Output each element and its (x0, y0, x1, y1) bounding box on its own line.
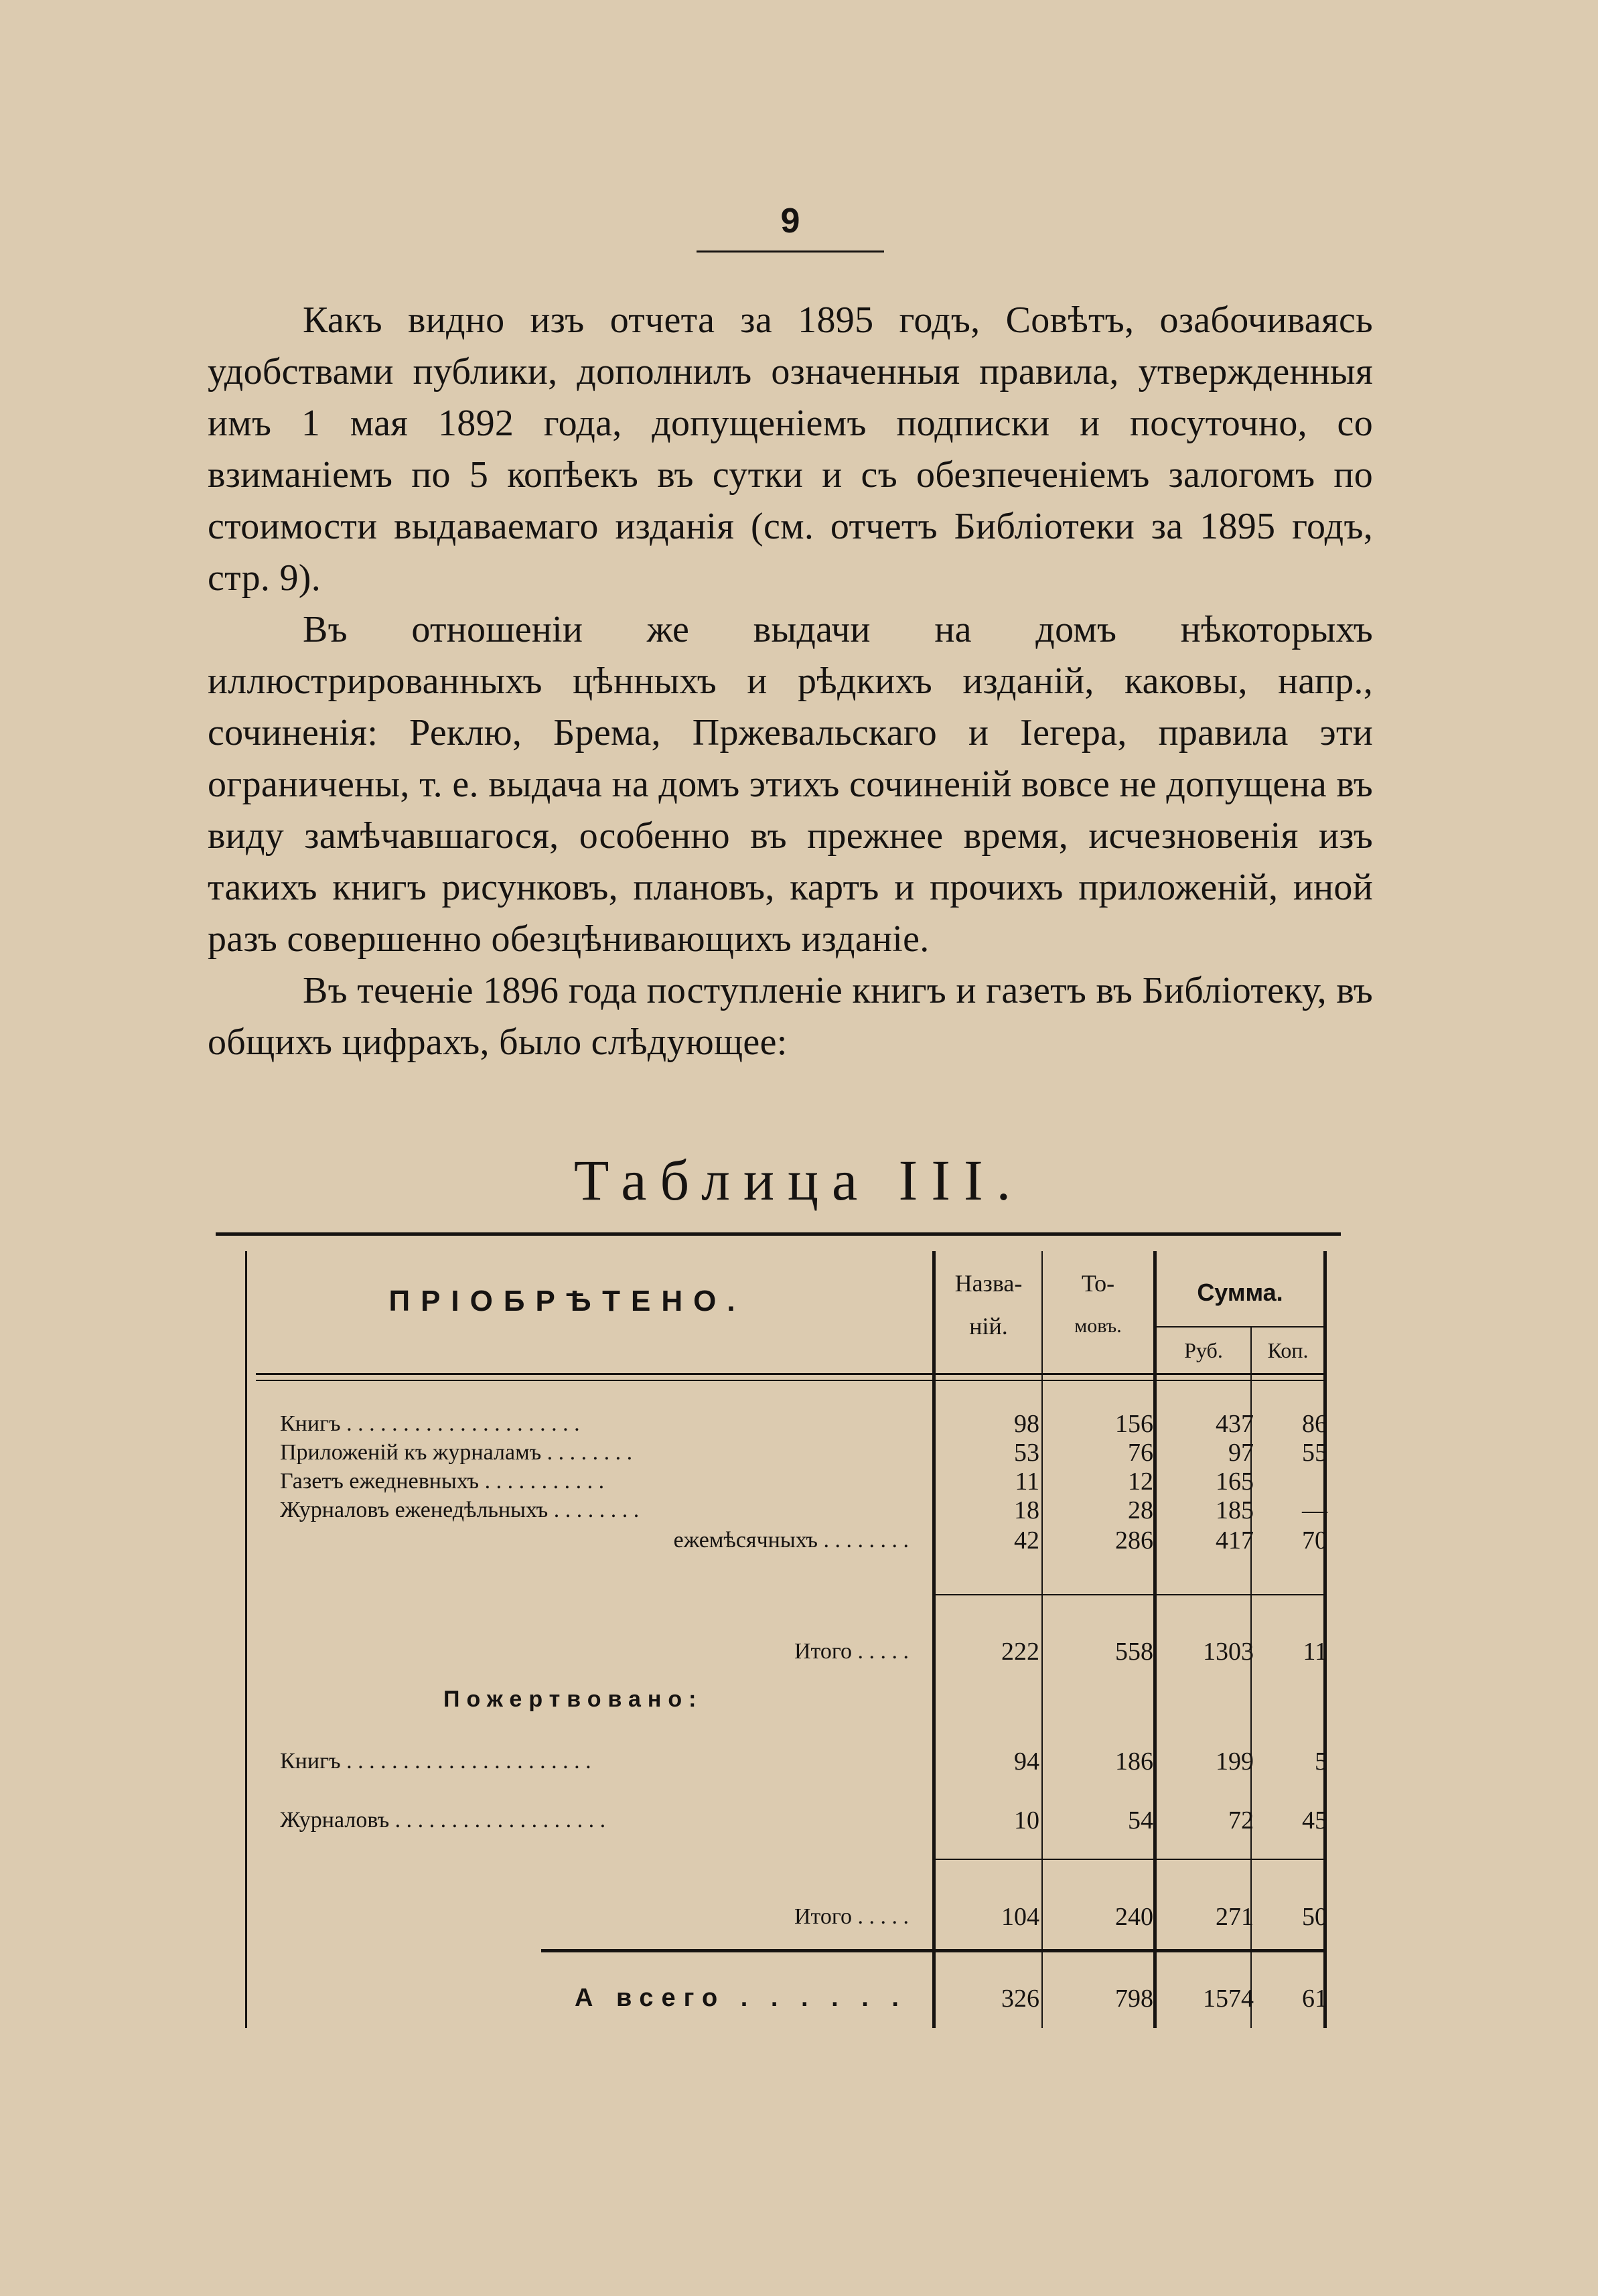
header-titles-line: ній. (969, 1313, 1008, 1340)
row-label: Журналовъ . . . . . . . . . . . . . . . . . . . (280, 1808, 606, 1833)
header-sum: Сумма. (1197, 1279, 1283, 1306)
subtotal-titles: 222 (1001, 1638, 1039, 1666)
header-titles (936, 1262, 1041, 1348)
grand-total-label: А всего . . . . . . (575, 1984, 907, 2012)
row-titles: 10 (1014, 1806, 1039, 1835)
column-rule (1153, 1251, 1157, 2028)
row-label: Книгъ . . . . . . . . . . . . . . . . . . . . . (280, 1411, 580, 1436)
header-kop: Коп. (1267, 1338, 1309, 1362)
table-top-rule (216, 1232, 1341, 1236)
row-rub: 97 (1228, 1439, 1254, 1467)
subtotal-label: Итого . . . . . (794, 1639, 909, 1664)
header-volumes-line: То- (1081, 1270, 1115, 1297)
grand-total-kop: 61 (1302, 1985, 1327, 2013)
row-volumes: 12 (1128, 1467, 1153, 1496)
row-rub: 437 (1216, 1410, 1254, 1438)
row-rub: 185 (1216, 1496, 1254, 1524)
grand-total-rule (541, 1949, 1325, 1952)
row-kop: — (1302, 1496, 1327, 1524)
acquisitions-table (216, 1232, 1341, 2036)
subtotal-rub: 271 (1216, 1903, 1254, 1931)
header-acquired: ПРІОБРѢТЕНО. (388, 1285, 746, 1317)
header-titles-line: Назва- (954, 1270, 1023, 1297)
header-rule (1155, 1326, 1325, 1328)
header-volumes (1043, 1262, 1153, 1348)
header-bottom-rule (256, 1380, 1325, 1381)
row-kop: 70 (1302, 1526, 1327, 1555)
subtotal-kop: 50 (1302, 1903, 1327, 1931)
subtotal-rub: 1303 (1203, 1638, 1254, 1666)
subtotal-rule (936, 1594, 1324, 1595)
header-volumes-line: мовъ. (1074, 1315, 1122, 1337)
row-volumes: 54 (1128, 1806, 1153, 1835)
table-left-rule (245, 1251, 247, 2028)
row-titles: 98 (1014, 1410, 1039, 1438)
header-rub: Руб. (1184, 1338, 1223, 1362)
header-bottom-rule (256, 1373, 1325, 1375)
grand-total-volumes: 798 (1115, 1985, 1153, 2013)
row-kop: 45 (1302, 1806, 1327, 1835)
table-title: Таблица III. (573, 1148, 1025, 1212)
paragraph: Въ отношеніи же выдачи на домъ нѣкоторыхъ иллюстрированныхъ цѣнныхъ и рѣдкихъ изданій, каковы, напр., сочиненія: Реклю, Брема, Пржевальскаго и Iегера, правила эти ограничены, т. е. выдача на домъ этихъ сочиненій вовсе не допущена въ виду замѣчавшагося, особенно въ прежнее время, исчезновенія изъ такихъ книгъ рисунковъ, плановъ, картъ и прочихъ приложеній, иной разъ совершенно обезцѣнивающихъ изданіе. (208, 609, 1373, 960)
row-label: Приложеній къ журналамъ . . . . . . . . (280, 1440, 633, 1465)
column-rule (932, 1251, 936, 2028)
row-titles: 94 (1014, 1747, 1039, 1776)
subtotal-titles: 104 (1001, 1903, 1039, 1931)
page-number: 9 (697, 201, 884, 253)
row-label: Книгъ . . . . . . . . . . . . . . . . . . . . . . (280, 1749, 591, 1774)
row-volumes: 186 (1115, 1747, 1153, 1776)
row-rub: 417 (1216, 1526, 1254, 1555)
column-rule (1041, 1251, 1043, 2028)
subtotal-label: Итого . . . . . (794, 1904, 909, 1929)
subtotal-volumes: 240 (1115, 1903, 1153, 1931)
row-kop: 86 (1302, 1410, 1327, 1438)
row-volumes: 156 (1115, 1410, 1153, 1438)
grand-total-titles: 326 (1001, 1985, 1039, 2013)
row-rub: 199 (1216, 1747, 1254, 1776)
row-volumes: 76 (1128, 1439, 1153, 1467)
paragraph: Какъ видно изъ отчета за 1895 годъ, Совѣтъ, озабочиваясь удобствами публики, дополнилъ означенныя правила, утвержденныя имъ 1 мая 1892 года, допущеніемъ подписки и посуточно, со взиманіемъ по 5 копѣекъ въ сутки и съ обезпеченіемъ залогомъ по стоимости выдаваемаго изданія (см. отчетъ Библіотеки за 1895 годъ, стр. 9). (208, 299, 1373, 599)
paragraph: Въ теченіе 1896 года поступленіе книгъ и газетъ въ Библіотеку, въ общихъ цифрахъ, было слѣдующее: (208, 970, 1373, 1063)
subtotal-rule (936, 1859, 1324, 1860)
row-label: ежемѣсячныхъ . . . . . . . . (673, 1528, 909, 1553)
subtotal-kop: 11 (1303, 1638, 1327, 1666)
row-titles: 18 (1014, 1496, 1039, 1524)
row-titles: 11 (1015, 1467, 1039, 1496)
row-titles: 53 (1014, 1439, 1039, 1467)
row-volumes: 286 (1115, 1526, 1153, 1555)
row-rub: 165 (1216, 1467, 1254, 1496)
row-kop: 55 (1302, 1439, 1327, 1467)
row-volumes: 28 (1128, 1496, 1153, 1524)
donated-heading: Пожертвовано: (443, 1687, 703, 1712)
subtotal-volumes: 558 (1115, 1638, 1153, 1666)
row-rub: 72 (1228, 1806, 1254, 1835)
row-label: Газетъ ежедневныхъ . . . . . . . . . . . (280, 1469, 605, 1494)
body-text (208, 295, 1373, 1068)
grand-total-rub: 1574 (1203, 1985, 1254, 2013)
row-titles: 42 (1014, 1526, 1039, 1555)
row-label: Журналовъ еженедѣльныхъ . . . . . . . . (280, 1498, 640, 1522)
row-kop: 5 (1315, 1747, 1327, 1776)
